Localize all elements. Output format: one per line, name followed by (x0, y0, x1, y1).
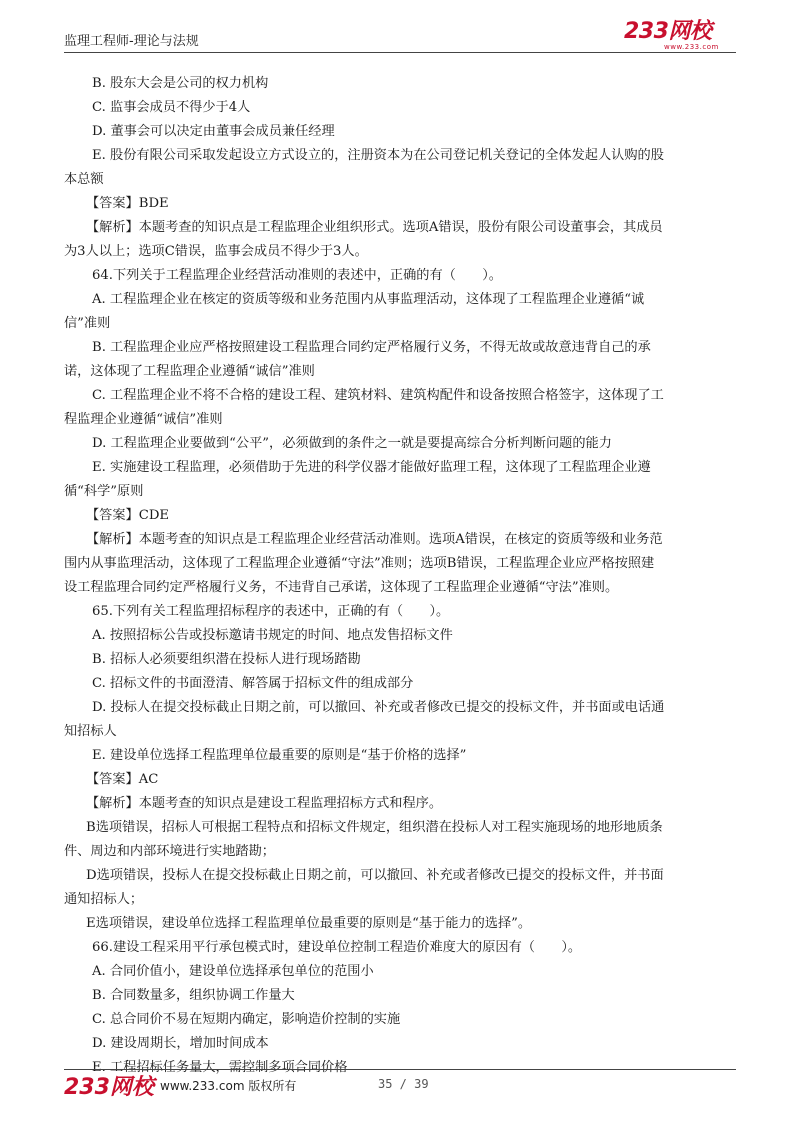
brand-logo (624, 20, 744, 54)
q66-option-b: B. 合同数量多，组织协调工作量大 (92, 988, 295, 1003)
q65-analysis-b-cont: 件、周边和内部环境进行实地踏勘； (64, 844, 275, 859)
q64-option-d: D. 工程监理企业要做到“公平”，必须做到的条件之一就是要提高综合分析判断问题的能力 (92, 436, 612, 451)
q65-option-d: D. 投标人在提交投标截止日期之前，可以撤回、补充或者修改已提交的投标文件，并书面或电话通 (92, 700, 665, 715)
q65-option-d-cont: 知招标人 (64, 724, 117, 739)
option-b: B. 股东大会是公司的权力机构 (92, 76, 269, 91)
footer-divider (64, 1069, 736, 1070)
q65-analysis-b: B选项错误，招标人可根据工程特点和招标文件规定，组织潜在投标人对工程实施现场的地形地质条 (86, 820, 663, 835)
q64-answer: 【答案】CDE (86, 508, 170, 523)
option-d: D. 董事会可以决定由董事会成员兼任经理 (92, 124, 335, 139)
q64-option-e: E. 实施建设工程监理，必须借助于先进的科学仪器才能做好监理工程，这体现了工程监理企业遵 (92, 460, 651, 475)
q64-option-a: A. 工程监理企业在核定的资质等级和业务范围内从事监理活动，这体现了工程监理企业遵循“诚 (92, 292, 645, 307)
question-65: 65.下列有关工程监理招标程序的表述中，正确的有（ ）。 (92, 604, 450, 619)
option-e: E. 股份有限公司采取发起设立方式设立的，注册资本为在公司登记机关登记的全体发起人认购的股 (92, 148, 664, 163)
q65-analysis: 【解析】本题考查的知识点是建设工程监理招标方式和程序。 (86, 796, 443, 811)
q65-answer: 【答案】AC (86, 772, 159, 787)
document-body (64, 72, 736, 1080)
q64-option-a-cont: 信”准则 (64, 316, 111, 331)
q66-option-c: C. 总合同价不易在短期内确定，影响造价控制的实施 (92, 1012, 401, 1027)
q64-analysis-cont: 围内从事监理活动，这体现了工程监理企业遵循“守法”准则；选项B错误，工程监理企业应严格按照建 (64, 556, 655, 571)
q65-analysis-e: E选项错误，建设单位选择工程监理单位最重要的原则是“基于能力的选择”。 (86, 916, 532, 931)
q64-option-c: C. 工程监理企业不将不合格的建设工程、建筑材料、建筑构配件和设备按照合格签字，这体现了工 (92, 388, 664, 403)
footer-logo: 233网校 (64, 1075, 154, 1100)
header-divider (64, 52, 736, 53)
q66-option-e: E. 工程招标任务量大，需控制多项合同价格 (92, 1060, 348, 1075)
q65-analysis-d: D选项错误，投标人在提交投标截止日期之前，可以撤回、补充或者修改已提交的投标文件，并书面 (86, 868, 664, 883)
option-e-cont: 本总额 (64, 172, 104, 187)
q64-analysis-cont: 设工程监理合同约定严格履行义务，不违背自己承诺，这体现了工程监理企业遵循“守法”准则。 (64, 580, 619, 595)
answer: 【答案】BDE (86, 196, 169, 211)
q64-option-c-cont: 程监理企业遵循“诚信”准则 (64, 412, 223, 427)
q64-option-b-cont: 诺，这体现了工程监理企业遵循“诚信”准则 (64, 364, 315, 379)
logo-mark: 233网校 (624, 19, 712, 44)
q64-analysis: 【解析】本题考查的知识点是工程监理企业经营活动准则。选项A错误，在核定的资质等级和业务范 (86, 532, 663, 547)
option-c: C. 监事会成员不得少于4人 (92, 100, 251, 115)
question-66: 66.建设工程采用平行承包模式时，建设单位控制工程造价难度大的原因有（ ）。 (92, 940, 582, 955)
q64-option-b: B. 工程监理企业应严格按照建设工程监理合同约定严格履行义务，不得无故或故意违背自己的承 (92, 340, 651, 355)
logo-url: www.233.com (664, 43, 719, 51)
q66-option-a: A. 合同价值小，建设单位选择承包单位的范围小 (92, 964, 374, 979)
page-number: 35 / 39 (378, 1077, 429, 1091)
q65-analysis-d-cont: 通知招标人； (64, 892, 144, 907)
q64-option-e-cont: 循“科学”原则 (64, 484, 144, 499)
q65-option-c: C. 招标文件的书面澄清、解答属于招标文件的组成部分 (92, 676, 414, 691)
q65-option-a: A. 按照招标公告或投标邀请书规定的时间、地点发售招标文件 (92, 628, 453, 643)
document-title: 监理工程师-理论与法规 (64, 34, 199, 49)
q65-option-b: B. 招标人必须要组织潜在投标人进行现场踏勘 (92, 652, 361, 667)
analysis: 【解析】本题考查的知识点是工程监理企业组织形式。选项A错误，股份有限公司设董事会，其成员 (86, 220, 663, 235)
footer-copyright: www.233.com 版权所有 (160, 1079, 297, 1093)
question-64: 64.下列关于工程监理企业经营活动准则的表述中，正确的有（ ）。 (92, 268, 502, 283)
analysis-cont: 为3人以上；选项C错误，监事会成员不得少于3人。 (64, 244, 368, 259)
q65-option-e: E. 建设单位选择工程监理单位最重要的原则是“基于价格的选择” (92, 748, 467, 763)
q66-option-d: D. 建设周期长，增加时间成本 (92, 1036, 269, 1051)
